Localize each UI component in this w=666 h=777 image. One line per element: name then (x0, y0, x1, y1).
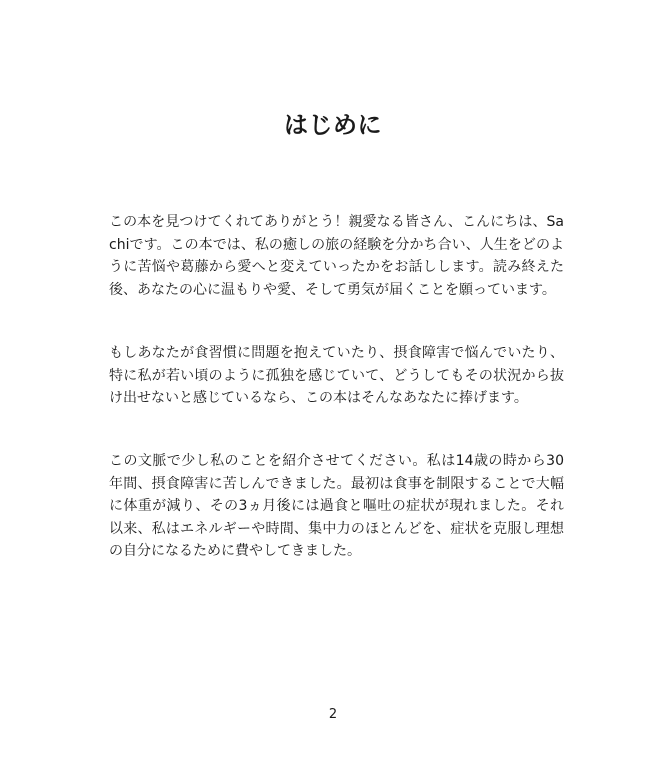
paragraph-2: もしあなたが食習慣に問題を抱えていたり、摂食障害で悩んでいたり、特に私が若い頃のように孤独を感じていて、どうしてもその状況から抜け出せないと感じているなら、この本はそんなあなたに捧げます。 (109, 345, 564, 406)
paragraph-3: この文脈で少し私のことを紹介させてください。私は14歳の時から30年間、摂食障害に苦しんできました。最初は食事を制限することで大幅に体重が減り、その3ヵ月後には過食と嘔吐の症状が現れました。それ以来、私はエネルギーや時間、集中力のほとんどを、症状を克服し理想の自分になるために費やしてきました。 (109, 453, 564, 559)
paragraph-1: この本を見つけてくれてありがとう！親愛なる皆さん、こんにちは、Sachiです。この本では、私の癒しの旅の経験を分かち合い、人生をどのように苦悩や葛藤から愛へと変えていったかをお話しします。読み終えた後、あなたの心に温もりや愛、そして勇気が届くことを願っています。 (109, 214, 564, 298)
page-title: はじめに (284, 111, 382, 140)
page-number: 2 (328, 707, 338, 722)
